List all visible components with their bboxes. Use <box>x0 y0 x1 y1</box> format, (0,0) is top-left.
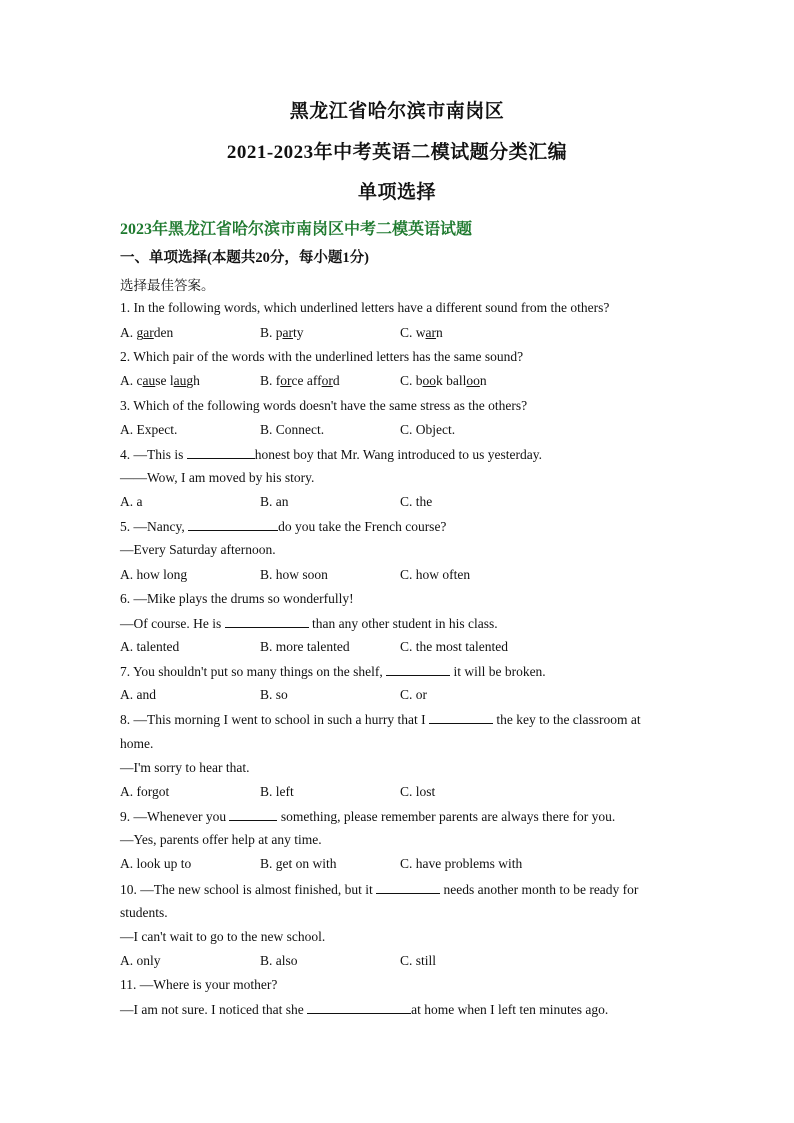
q5-reply: —Every Saturday afternoon. <box>120 542 276 557</box>
q5-option-b: B. how soon <box>260 567 328 582</box>
q9-option-a: A. look up to <box>120 856 192 871</box>
q9-stem: 9. —Whenever you something, please remember parents are always there for you. <box>120 809 616 824</box>
q11-reply: —I am not sure. I noticed that she at home when I left ten minutes ago. <box>120 1002 609 1017</box>
q4-option-c: C. the <box>400 494 433 509</box>
q4-reply: ——Wow, I am moved by his story. <box>120 470 315 485</box>
q6-stem: 6. —Mike plays the drums so wonderfully! <box>120 591 354 606</box>
answer-blank <box>188 518 278 531</box>
q5-stem: 5. —Nancy, do you take the French course? <box>120 519 447 534</box>
q7-option-c: C. or <box>400 687 427 702</box>
q8-option-c: C. lost <box>400 784 436 799</box>
q8-stem-cont: home. <box>120 736 154 751</box>
answer-blank <box>229 808 277 821</box>
q7-option-a: A. and <box>120 687 156 702</box>
q6-option-b: B. more talented <box>260 639 350 654</box>
q7-option-b: B. so <box>260 687 288 702</box>
doc-title-topic: 单项选择 <box>357 182 436 203</box>
answer-blank <box>307 1001 411 1014</box>
answer-blank <box>376 881 440 894</box>
q2-option-a: A. cause laugh <box>120 373 200 388</box>
q1-stem: 1. In the following words, which underlined letters have a different sound from the others? <box>120 300 610 315</box>
q10-option-a: A. only <box>120 953 161 968</box>
q8-stem: 8. —This morning I went to school in such a hurry that I the key to the classroom at <box>120 712 641 727</box>
q9-reply: —Yes, parents offer help at any time. <box>120 832 322 847</box>
q3-stem: 3. Which of the following words doesn't have the same stress as the others? <box>120 398 528 413</box>
q3-option-c: C. Object. <box>400 422 456 437</box>
doc-title-exam: 2021-2023年中考英语二模试题分类汇编 <box>226 142 568 163</box>
q2-option-c: C. book balloon <box>400 373 487 388</box>
q3-option-a: A. Expect. <box>120 422 178 437</box>
q10-option-b: B. also <box>260 953 298 968</box>
part-title: 一、单项选择(本题共20分，每小题1分) <box>120 250 369 266</box>
q4-stem: 4. —This is honest boy that Mr. Wang introduced to us yesterday. <box>120 447 543 462</box>
q2-stem: 2. Which pair of the words with the underlined letters has the same sound? <box>120 349 524 364</box>
q3-option-b: B. Connect. <box>260 422 325 437</box>
q5-option-a: A. how long <box>120 567 188 582</box>
q8-option-a: A. forgot <box>120 784 170 799</box>
section-title: 2023年黑龙江省哈尔滨市南岗区中考二模英语试题 <box>120 221 473 238</box>
q5-option-c: C. how often <box>400 567 471 582</box>
q10-stem-cont: students. <box>120 905 168 920</box>
answer-blank <box>429 711 493 724</box>
answer-blank <box>386 663 450 676</box>
q4-option-a: A. a <box>120 494 143 509</box>
q6-reply: —Of course. He is than any other student in his class. <box>120 616 498 631</box>
answer-blank <box>187 446 255 459</box>
q8-reply: —I'm sorry to hear that. <box>120 760 250 775</box>
q1-option-a: A. garden <box>120 325 174 340</box>
q4-option-b: B. an <box>260 494 289 509</box>
q10-option-c: C. still <box>400 953 437 968</box>
q9-option-c: C. have problems with <box>400 856 523 871</box>
q2-option-b: B. force afford <box>260 373 340 388</box>
q1-option-b: B. party <box>260 325 304 340</box>
q10-stem: 10. —The new school is almost finished, but it needs another month to be ready for <box>120 882 639 897</box>
q6-option-c: C. the most talented <box>400 639 508 654</box>
q7-stem: 7. You shouldn't put so many things on the shelf, it will be broken. <box>120 664 546 679</box>
answer-blank <box>225 615 309 628</box>
doc-title-region: 黑龙江省哈尔滨市南岗区 <box>289 101 505 122</box>
q8-option-b: B. left <box>260 784 294 799</box>
q11-stem: 11. —Where is your mother? <box>120 977 278 992</box>
q9-option-b: B. get on with <box>260 856 337 871</box>
instruction: 选择最佳答案。 <box>120 278 215 293</box>
q6-option-a: A. talented <box>120 639 180 654</box>
q1-option-c: C. warn <box>400 325 443 340</box>
q10-reply: —I can't wait to go to the new school. <box>120 929 326 944</box>
